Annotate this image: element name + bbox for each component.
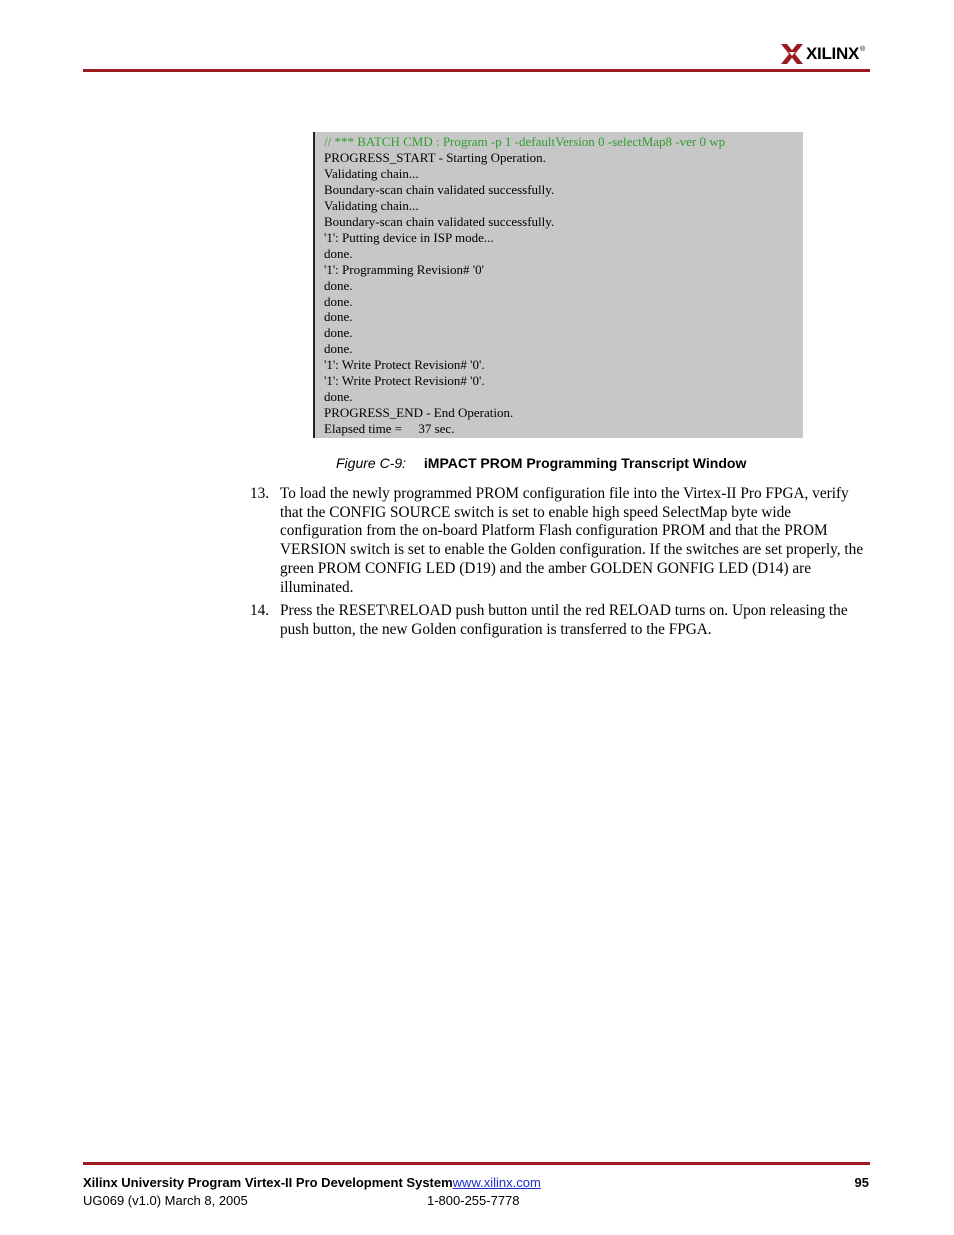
- transcript-line: '1': Programming Revision# '0': [324, 261, 484, 277]
- footer-title-line: [83, 1175, 541, 1190]
- xilinx-logo: [780, 40, 865, 68]
- xilinx-x-icon: [780, 42, 804, 66]
- transcript-line: done.: [324, 325, 353, 341]
- doc-id: UG069 (v1.0) March 8, 2005: [83, 1193, 248, 1208]
- transcript-line: Boundary-scan chain validated successfully.: [324, 181, 555, 197]
- page-number: 95: [854, 1175, 869, 1190]
- transcript-line: Validating chain...: [324, 165, 419, 181]
- transcript-line: PROGRESS_END - End Operation.: [324, 405, 514, 421]
- header-rule: [83, 69, 870, 72]
- list-item: [250, 602, 875, 639]
- figure-title: iMPACT PROM Programming Transcript Window: [423, 455, 747, 471]
- logo-registered-mark: ®: [860, 45, 866, 53]
- step-number: 13.: [250, 485, 270, 502]
- step-number: 14.: [250, 602, 270, 620]
- transcript-line: Boundary-scan chain validated successfully.: [324, 213, 555, 229]
- transcript-line: done.: [324, 389, 353, 405]
- step-text: To load the newly programmed PROM configuration file into the Virtex-II Pro FPGA, verify that the CONFIG SOURCE switch is set to enable high speed SelectMap byte wide configuration from the on-board Platform Flash configuration PROM and that the PROM VERSION switch is set to enable the Golden configuration. If the switches are set properly, the green PROM CONFIG LED (D19) and the amber GOLDEN GONFIG LED (D14) are illuminated.: [280, 485, 864, 596]
- step-list: [250, 485, 875, 645]
- transcript-line: '1': Putting device in ISP mode...: [324, 229, 494, 245]
- transcript-line: '1': Write Protect Revision# '0'.: [324, 373, 485, 389]
- footer-phone: 1-800-255-7778: [427, 1193, 520, 1208]
- transcript-line: done.: [324, 341, 353, 357]
- transcript-line: done.: [324, 293, 353, 309]
- footer-link[interactable]: www.xilinx.com: [452, 1175, 541, 1190]
- figure-number: Figure C-9:: [336, 455, 407, 471]
- transcript-command-line: // *** BATCH CMD : Program -p 1 -defaultVersion 0 -selectMap8 -ver 0 wp: [324, 134, 726, 149]
- transcript-line: Validating chain...: [324, 197, 419, 213]
- transcript-line: done.: [324, 277, 353, 293]
- transcript-line: done.: [324, 245, 353, 261]
- transcript-line: Elapsed time = 37 sec.: [324, 421, 455, 437]
- transcript-line: '1': Write Protect Revision# '0'.: [324, 357, 485, 373]
- list-item: [250, 485, 875, 597]
- transcript-window: [313, 132, 803, 438]
- transcript-line: PROGRESS_START - Starting Operation.: [324, 149, 546, 165]
- footer-rule: [83, 1162, 870, 1165]
- logo-text: XILINX: [806, 44, 859, 63]
- figure-caption: [336, 455, 746, 471]
- footer-title: Xilinx University Program Virtex-II Pro Development System: [83, 1175, 453, 1190]
- step-text: Press the RESET\RELOAD push button until the red RELOAD turns on. Upon releasing the push button, the new Golden configuration is transferred to the FPGA.: [280, 602, 848, 638]
- transcript-line: done.: [324, 309, 353, 325]
